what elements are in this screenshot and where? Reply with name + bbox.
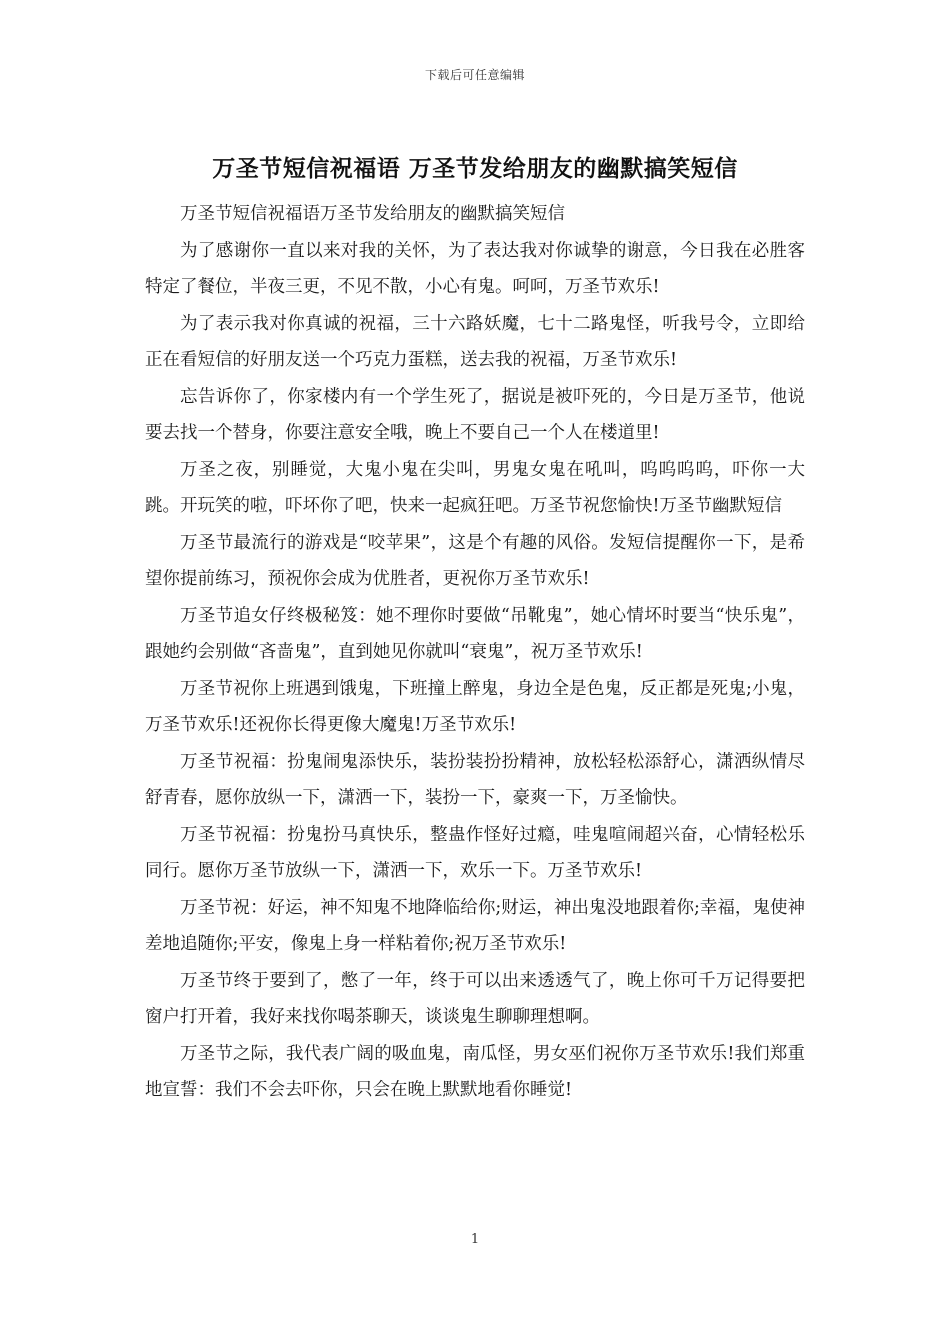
paragraph: 万圣节祝你上班遇到饿鬼，下班撞上醉鬼，身边全是色鬼，反正都是死鬼;小鬼，万圣节欢乐!还祝你长得更像大魔鬼!万圣节欢乐! (145, 678, 805, 735)
paragraph: 万圣节之际，我代表广阔的吸血鬼，南瓜怪，男女巫们祝你万圣节欢乐!我们郑重地宣誓：我们不会去吓你，只会在晚上默默地看你睡觉! (145, 1043, 805, 1100)
paragraph: 万圣之夜，别睡觉，大鬼小鬼在尖叫，男鬼女鬼在吼叫，呜呜呜呜，吓你一大跳。开玩笑的啦，吓坏你了吧，快来一起疯狂吧。万圣节祝您愉快!万圣节幽默短信 (145, 459, 805, 516)
document-body (145, 196, 805, 1109)
paragraph: 万圣节追女仔终极秘笈：她不理你时要做“吊靴鬼”，她心情坏时要当“快乐鬼”，跟她约会别做“吝啬鬼”，直到她见你就叫“衰鬼”，祝万圣节欢乐! (145, 605, 805, 662)
paragraph: 忘告诉你了，你家楼内有一个学生死了，据说是被吓死的，今日是万圣节，他说要去找一个替身，你要注意安全哦，晚上不要自己一个人在楼道里! (145, 386, 805, 443)
page-number: 1 (470, 1232, 480, 1247)
paragraph: 万圣节最流行的游戏是“咬苹果”，这是个有趣的风俗。发短信提醒你一下，是希望你提前练习，预祝你会成为优胜者，更祝你万圣节欢乐! (145, 532, 805, 589)
paragraph: 为了表示我对你真诚的祝福，三十六路妖魔，七十二路鬼怪，听我号令，立即给正在看短信的好朋友送一个巧克力蛋糕，送去我的祝福，万圣节欢乐! (145, 313, 805, 370)
paragraph: 为了感谢你一直以来对我的关怀，为了表达我对你诚挚的谢意，今日我在必胜客特定了餐位，半夜三更，不见不散，小心有鬼。呵呵，万圣节欢乐! (145, 240, 805, 297)
document-subtitle: 万圣节短信祝福语万圣节发给朋友的幽默搞笑短信 (180, 204, 565, 224)
paragraph: 万圣节祝：好运，神不知鬼不地降临给你;财运，神出鬼没地跟着你;幸福，鬼使神差地追随你;平安，像鬼上身一样粘着你;祝万圣节欢乐! (145, 897, 805, 954)
paragraph: 万圣节祝福：扮鬼闹鬼添快乐，装扮装扮扮精神，放松轻松添舒心，潇洒纵情尽舒青春，愿你放纵一下，潇洒一下，装扮一下，豪爽一下，万圣愉快。 (145, 751, 805, 808)
header-note: 下载后可任意编辑 (424, 68, 525, 82)
document-title: 万圣节短信祝福语 万圣节发给朋友的幽默搞笑短信 (212, 155, 738, 182)
paragraph: 万圣节终于要到了，憋了一年，终于可以出来透透气了，晚上你可千万记得要把窗户打开着，我好来找你喝茶聊天，谈谈鬼生聊聊理想啊。 (145, 970, 805, 1027)
paragraph: 万圣节祝福：扮鬼扮马真快乐，整蛊作怪好过瘾，哇鬼喧闹超兴奋，心情轻松乐同行。愿你万圣节放纵一下，潇洒一下，欢乐一下。万圣节欢乐! (145, 824, 805, 881)
